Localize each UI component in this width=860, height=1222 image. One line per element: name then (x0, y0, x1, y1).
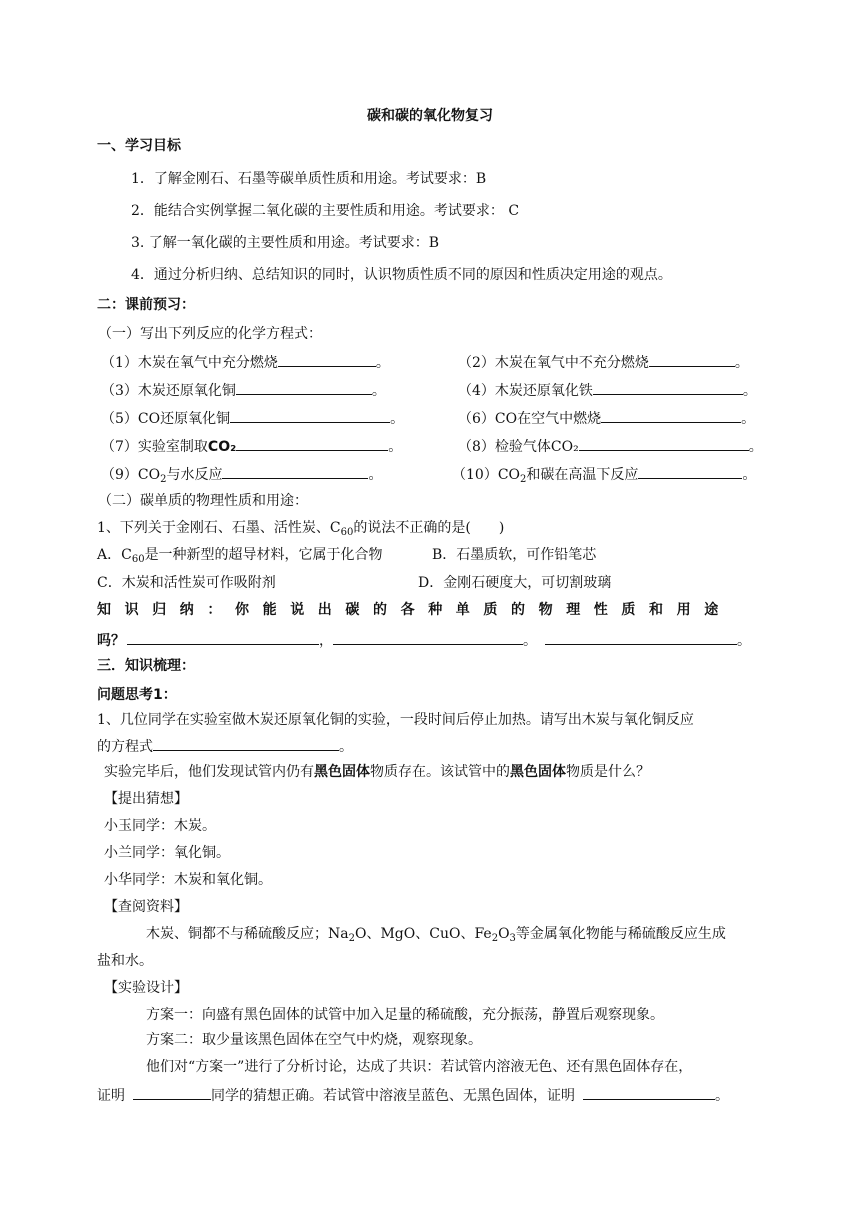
page-title: 碳和碳的氧化物复习 (367, 108, 493, 124)
problem-think-1: 问题思考1： (97, 687, 177, 703)
experiment-observation: 实验完毕后，他们发现试管内仍有黑色固体物质存在。该试管中的黑色固体物质是什么？ (104, 764, 650, 780)
option-a: A．$C_{60}$是一种新型的超导材料，它属于化合物 (97, 547, 383, 565)
equation-5: （5）CO还原氧化铜 。 (101, 408, 404, 428)
discussion-conclusion: 证明 同学的猜想正确。若试管中溶液呈蓝色、无黑色固体，证明 。 (97, 1085, 729, 1105)
hypothesis-2: 小兰同学：氧化铜。 (104, 845, 230, 861)
problem-paragraph-1b: 的方程式 。 (97, 736, 353, 756)
goal-item-3: 3. 了解一氧化碳的主要性质和用途。考试要求：B (131, 235, 440, 251)
subsection-equations: （一）写出下列反应的化学方程式： (98, 326, 322, 342)
equation-7: （7）实验室制取CO₂ 。 (101, 436, 402, 456)
knowledge-summary-answer: 吗？ ， 。 。 (97, 630, 751, 650)
section-3-heading: 三．知识梳理： (97, 658, 195, 674)
section-2-heading: 二：课前预习： (97, 297, 195, 313)
plan-2: 方案二：取少量该黑色固体在空气中灼烧，观察现象。 (146, 1032, 482, 1048)
equation-2: （2）木炭在氧气中不充分燃烧 。 (458, 352, 749, 372)
design-heading: 【实验设计】 (104, 980, 188, 996)
equation-4: （4）木炭还原氧化铁 。 (458, 380, 757, 400)
goal-item-2: 2．能结合实例掌握二氧化碳的主要性质和用途。考试要求： C (131, 203, 520, 219)
equation-6: （6）CO在空气中燃烧 。 (458, 408, 755, 428)
reference-text-2: 盐和水。 (97, 953, 153, 969)
hypothesis-heading: 【提出猜想】 (104, 791, 188, 807)
problem-paragraph-1: 1、几位同学在实验室做木炭还原氧化铜的实验，一段时间后停止加热。请写出木炭与氧化铜反应 (97, 712, 694, 728)
equation-3: （3）木炭还原氧化铜 。 (101, 380, 386, 400)
option-c: C．木炭和活性炭可作吸附剂 (97, 575, 276, 591)
option-b: B．石墨质软，可作铅笔芯 (432, 547, 597, 563)
equation-8: （8）检验气体CO₂ 。 (458, 436, 763, 456)
discussion: 他们对“方案一”进行了分析讨论，达成了共识：若试管内溶液无色、还有黑色固体存在， (146, 1059, 693, 1075)
goal-item-4: 4．通过分析归纳、总结知识的同时，认识物质性质不同的原因和性质决定用途的观点。 (131, 267, 672, 283)
hypothesis-3: 小华同学：木炭和氧化铜。 (104, 872, 272, 888)
plan-1: 方案一：向盛有黑色固体的试管中加入足量的稀硫酸，充分振荡，静置后观察现象。 (146, 1007, 664, 1023)
equation-1: （1）木炭在氧气中充分燃烧 。 (101, 352, 390, 372)
knowledge-summary: 知识归纳：你能说出碳的各种单质的物理性质和用途 (97, 602, 732, 618)
equation-9: $(9)CO_2$与水反应 。 (101, 464, 382, 484)
reference-heading: 【查阅资料】 (104, 899, 188, 915)
equation-10: $(10)CO_2$和碳在高温下反应 。 (452, 464, 756, 484)
hypothesis-1: 小玉同学：木炭。 (104, 818, 216, 834)
subsection-carbon-properties: （二）碳单质的物理性质和用途： (98, 493, 308, 509)
question-1: 1、下列关于金刚石、石墨、活性炭、$C_{60}$的说法不正确的是( ) (97, 520, 505, 538)
option-d: D．金刚石硬度大，可切割玻璃 (418, 575, 612, 591)
goal-item-1: 1．了解金刚石、石墨等碳单质性质和用途。考试要求：B (131, 171, 487, 187)
reference-text: 木炭、铜都不与稀硫酸反应；$Na_2O$、MgO、CuO、$Fe_2O_3$等金属氧化物能与稀硫酸反应生成 (146, 926, 726, 944)
section-1-heading: 一、学习目标 (97, 138, 181, 154)
